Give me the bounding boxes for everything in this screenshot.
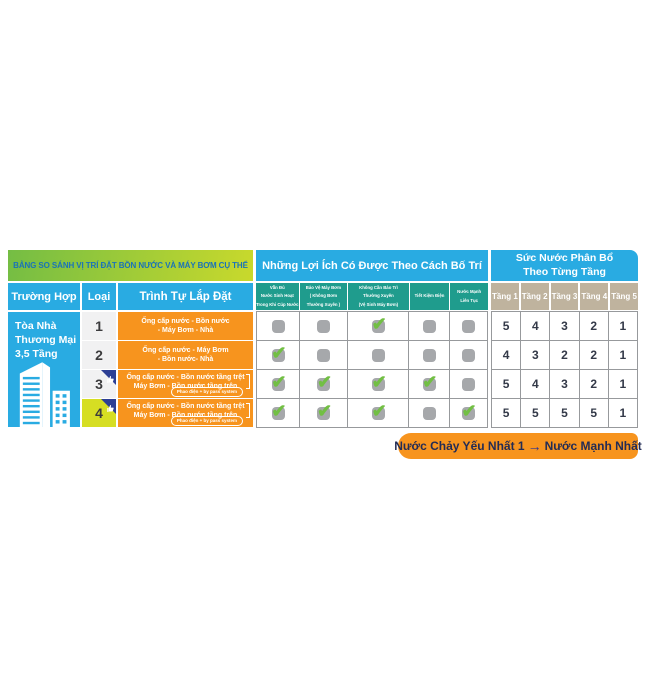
distribution-header-line2: Theo Từng Tầng — [523, 265, 606, 278]
benefit-column-header — [256, 283, 299, 310]
step-line: Ống cấp nước - Bồn nước tầng trệt — [126, 374, 245, 381]
group-bracket — [246, 374, 250, 389]
check-icon: ✔ — [271, 371, 287, 392]
placeholder-box — [423, 349, 436, 362]
type-column — [82, 312, 116, 427]
steps-cell — [118, 312, 253, 340]
floor-column-headers — [491, 283, 638, 310]
placeholder-box — [423, 320, 436, 333]
arrow-right-icon: → — [527, 438, 542, 454]
type-number: 2 — [95, 347, 103, 363]
benefit-cell — [348, 399, 408, 427]
floor-column-header: Tầng 2 — [521, 283, 549, 310]
title-banner: BẢNG SO SÁNH VỊ TRÍ ĐẶT BỒN NƯỚC VÀ MÁY BƠM CỤ THỂ — [8, 250, 253, 281]
benefit-column-header — [410, 283, 450, 310]
group-bracket — [246, 403, 250, 418]
check-icon: ✔ — [461, 400, 477, 421]
floor-strength-cell: 2 — [550, 341, 578, 369]
placeholder-box — [462, 320, 475, 333]
case-label-line: Thương Mại — [15, 334, 77, 347]
floor-strength-cell: 4 — [521, 312, 549, 340]
floor-strength-cell: 1 — [609, 312, 637, 340]
placeholder-box — [423, 407, 436, 420]
col-header-trinh-tu: Trình Tự Lắp Đặt — [118, 283, 253, 310]
building-icon — [12, 351, 76, 427]
benefit-cell — [450, 370, 487, 398]
bypass-badge: Phao điện + by pass system — [171, 387, 243, 397]
floor-strength-cell: 3 — [521, 341, 549, 369]
benefit-column-header — [450, 283, 488, 310]
case-label-line: 3,5 Tầng — [15, 348, 58, 361]
benefit-cell — [409, 370, 448, 398]
floor-strength-cell: 2 — [580, 341, 608, 369]
step-line: - Máy Bơm - Nhà — [157, 327, 214, 334]
benefit-cell — [300, 341, 347, 369]
thumb-up-icon — [106, 371, 115, 380]
floor-strength-grid — [491, 311, 638, 428]
type-cell — [82, 370, 116, 398]
floor-strength-cell: 5 — [521, 399, 549, 427]
type-number: 4 — [95, 405, 103, 421]
benefit-cell — [300, 370, 347, 398]
distribution-header-line1: Sức Nước Phân Bổ — [515, 252, 614, 265]
benefit-cell — [257, 341, 299, 369]
benefit-cell — [348, 312, 408, 340]
check-icon: ✔ — [371, 400, 387, 421]
thumb-up-icon — [106, 400, 115, 409]
benefit-cell — [450, 312, 487, 340]
benefit-column-headers — [256, 283, 488, 310]
floor-strength-cell: 4 — [492, 341, 520, 369]
check-icon: ✔ — [271, 400, 287, 421]
floor-strength-cell: 4 — [521, 370, 549, 398]
type-cell — [82, 341, 116, 369]
check-icon: ✔ — [317, 400, 333, 421]
check-icon: ✔ — [371, 313, 387, 334]
placeholder-box — [462, 349, 475, 362]
benefit-header-line: ( Không Bơm — [309, 293, 338, 299]
check-icon: ✔ — [422, 371, 438, 392]
footer-legend — [394, 433, 642, 459]
benefit-cell — [300, 399, 347, 427]
benefit-header-line: Bảo Vệ Máy Bơm — [305, 285, 342, 291]
step-line: Ống cấp nước - Bồn nước — [141, 317, 230, 325]
benefit-column-header — [300, 283, 348, 310]
benefit-cell — [409, 399, 448, 427]
distribution-header — [491, 250, 638, 281]
floor-strength-cell: 2 — [580, 312, 608, 340]
benefit-cell — [257, 399, 299, 427]
benefit-header-line: Tiết Kiệm Điện — [414, 293, 445, 299]
placeholder-box — [317, 349, 330, 362]
floor-strength-cell: 1 — [609, 370, 637, 398]
benefit-cell — [450, 399, 487, 427]
benefit-cell — [409, 341, 448, 369]
benefit-header-line: Nước Mạnh — [457, 289, 482, 295]
comparison-infographic — [8, 250, 642, 460]
step-line: Máy Bơm - Bồn nước tầng trên — [133, 383, 238, 391]
placeholder-box — [272, 320, 285, 333]
check-icon: ✔ — [371, 371, 387, 392]
step-line: - Bồn nước- Nhà — [157, 356, 214, 363]
benefit-header-line: Nước Sinh Hoạt — [260, 293, 294, 299]
benefit-column-header — [348, 283, 408, 310]
floor-strength-cell: 5 — [492, 370, 520, 398]
floor-strength-cell: 3 — [550, 370, 578, 398]
benefit-cell — [257, 370, 299, 398]
benefit-header-line: Vẫn Đủ — [269, 285, 285, 291]
placeholder-box — [317, 320, 330, 333]
floor-strength-cell: 5 — [550, 399, 578, 427]
placeholder-box — [462, 378, 475, 391]
case-cell — [8, 312, 80, 427]
type-cell — [82, 312, 116, 340]
benefit-cell — [450, 341, 487, 369]
bypass-badge: Phao điện + by pass system — [171, 416, 243, 426]
benefit-cell — [300, 312, 347, 340]
floor-column-header: Tầng 4 — [580, 283, 608, 310]
type-cell — [82, 399, 116, 427]
floor-strength-cell: 1 — [609, 341, 637, 369]
benefit-cell — [348, 341, 408, 369]
step-line: Máy Bơm - Bồn nước tầng trên — [133, 412, 238, 420]
footer-legend-right: Nước Mạnh Nhất — [544, 439, 642, 453]
case-label-line: Tòa Nhà — [15, 320, 57, 332]
steps-cell — [118, 399, 253, 427]
benefit-header-line: Thường Xuyên ) — [306, 301, 341, 307]
step-line: Ống cấp nước - Bồn nước tầng trệt — [126, 403, 245, 410]
benefit-cell — [257, 312, 299, 340]
benefit-cell — [409, 312, 448, 340]
benefit-header-line: Liên Tục — [460, 297, 478, 303]
check-icon: ✔ — [317, 371, 333, 392]
type-number: 3 — [95, 376, 103, 392]
steps-cell — [118, 370, 253, 398]
benefits-header: Những Lợi Ích Có Được Theo Cách Bố Trí — [256, 250, 488, 281]
installation-steps-column — [118, 312, 253, 427]
check-icon: ✔ — [271, 342, 287, 363]
steps-cell — [118, 341, 253, 369]
benefit-header-line: Không Cần Bảo Trì — [359, 285, 398, 291]
benefit-header-line: Thường Xuyên — [363, 293, 394, 299]
benefit-cell — [348, 370, 408, 398]
benefit-check-grid — [256, 311, 488, 428]
floor-column-header: Tầng 1 — [491, 283, 519, 310]
col-header-loai: Loại — [82, 283, 116, 310]
step-line: Ống cấp nước - Máy Bơm — [142, 346, 229, 354]
benefit-header-line: Trong Khi Cúp Nước — [256, 301, 299, 307]
floor-strength-cell: 5 — [492, 399, 520, 427]
floor-strength-cell: 5 — [580, 399, 608, 427]
floor-column-header: Tầng 3 — [551, 283, 579, 310]
floor-strength-cell: 2 — [580, 370, 608, 398]
footer-legend-left: Nước Chảy Yếu Nhất 1 — [394, 439, 525, 453]
floor-column-header: Tầng 5 — [610, 283, 638, 310]
floor-strength-cell: 5 — [492, 312, 520, 340]
floor-strength-cell: 3 — [550, 312, 578, 340]
type-number: 1 — [95, 318, 103, 334]
col-header-truong-hop: Trường Hợp — [8, 283, 80, 310]
floor-strength-cell: 1 — [609, 399, 637, 427]
placeholder-box — [372, 349, 385, 362]
benefit-header-line: (Vệ Sinh Máy Bơm) — [358, 301, 399, 307]
